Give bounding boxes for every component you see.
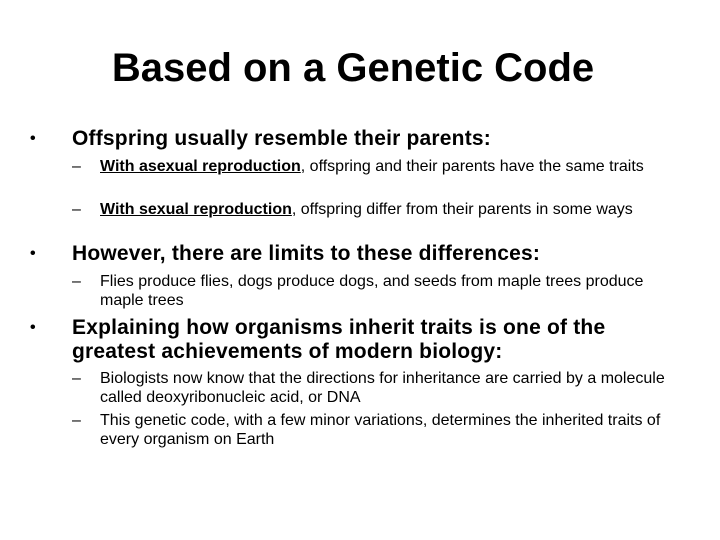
sub-bullet-rest: , offspring differ from their parents in some ways bbox=[291, 201, 633, 218]
dash-marker: – bbox=[72, 158, 81, 175]
sub-bullet-text bbox=[100, 157, 682, 176]
bullet-marker: • bbox=[30, 319, 36, 336]
bullet-marker: • bbox=[30, 130, 36, 147]
dash-marker: – bbox=[72, 201, 81, 218]
dash-marker: – bbox=[72, 273, 81, 290]
sub-bullet-text: This genetic code, with a few minor variations, determines the inherited traits of every organism on Earth bbox=[100, 412, 661, 448]
dash-marker: – bbox=[72, 370, 81, 387]
bullet-text: Explaining how organisms inherit traits is one of the greatest achievements of modern biology: bbox=[72, 316, 606, 363]
sub-bullet-text: Biologists now know that the directions for inheritance are carried by a molecule called deoxyribonucleic acid, or DNA bbox=[100, 370, 665, 406]
sub-bullet-item bbox=[72, 411, 682, 449]
bullet-item bbox=[30, 316, 690, 364]
dash-marker: – bbox=[72, 412, 81, 429]
bullet-item bbox=[30, 127, 690, 151]
bullet-marker: • bbox=[30, 245, 36, 262]
sub-bullet-item bbox=[72, 157, 682, 176]
sub-bullet-item bbox=[72, 272, 682, 310]
slide-title: Based on a Genetic Code bbox=[111, 46, 595, 90]
sub-bullet-emphasis: With asexual reproduction bbox=[100, 158, 301, 175]
sub-bullet-text bbox=[100, 200, 682, 219]
sub-bullet-text: Flies produce flies, dogs produce dogs, and seeds from maple trees produce maple trees bbox=[100, 273, 644, 309]
sub-bullet-rest: , offspring and their parents have the same traits bbox=[300, 158, 644, 175]
sub-bullet-item bbox=[72, 200, 682, 219]
bullet-text: Offspring usually resemble their parents: bbox=[72, 127, 491, 150]
bullet-item bbox=[30, 242, 690, 266]
sub-bullet-item bbox=[72, 369, 682, 407]
bullet-text: However, there are limits to these differences: bbox=[72, 242, 541, 265]
sub-bullet-emphasis: With sexual reproduction bbox=[100, 201, 292, 218]
